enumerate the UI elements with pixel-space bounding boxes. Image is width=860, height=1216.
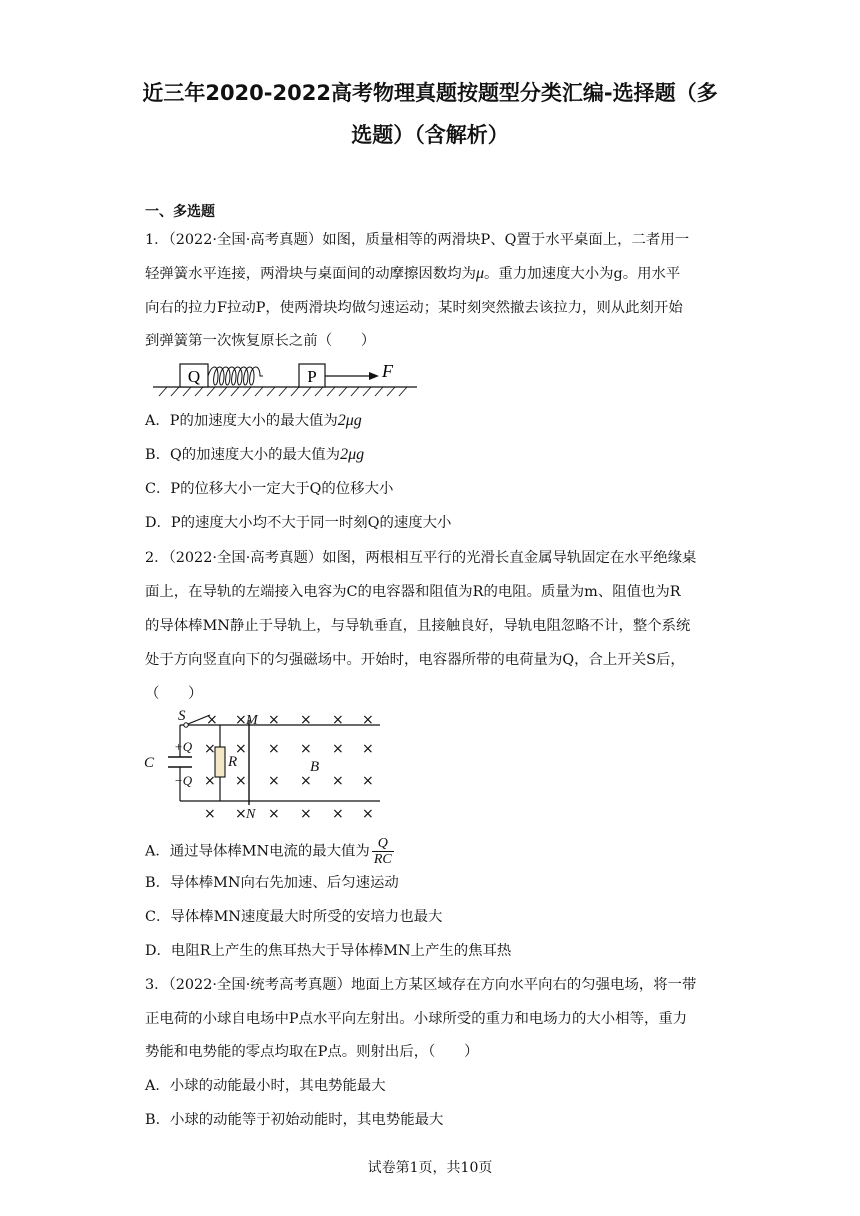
q1-stem-line-3: 向右的拉力F拉动P，使两滑块均做匀速运动；某时刻突然撤去该拉力，则从此刻开始 [145,300,683,316]
svg-text:×: × [204,806,216,822]
document-title-line-1: 近三年2020-2022高考物理真题按题型分类汇编-选择题（多 [142,81,718,105]
svg-text:×: × [235,806,247,822]
q1-option-a: A．P的加速度大小的最大值为2μg [145,412,362,429]
q2-option-c: C．导体棒MN速度最大时所受的安培力也最大 [145,909,443,925]
q3-stem-line-1: 3．（2022·全国·统考高考真题）地面上方某区域存在方向水平向右的匀强电场，将一带 [145,977,697,993]
svg-text:×: × [300,773,312,789]
svg-text:×: × [206,712,218,728]
svg-text:×: × [268,806,280,822]
svg-text:×: × [235,741,247,757]
block-q-label: Q [187,367,201,386]
q3-stem-line-2: 正电荷的小球自电场中P点水平向左射出。小球所受的重力和电场力的大小相等，重力 [145,1011,688,1027]
section-heading: 一、多选题 [145,204,215,220]
q1-stem-line-4: 到弹簧第一次恢复原长之前（ ） [145,333,376,349]
svg-text:×: × [300,806,312,822]
svg-text:×: × [332,712,344,728]
svg-text:×: × [362,712,374,728]
q2-stem-line-2: 面上，在导轨的左端接入电容为C的电容器和阻值为R的电阻。质量为m、阻值也为R [145,584,681,600]
switch-label: S [178,708,186,724]
q1-option-c: C．P的位移大小一定大于Q的位移大小 [145,481,394,497]
svg-text:×: × [268,712,280,728]
svg-text:×: × [268,773,280,789]
capacitor-plus-q: +Q [174,739,193,754]
resistor [215,747,225,777]
svg-text:×: × [362,773,374,789]
svg-text:×: × [332,773,344,789]
q2-stem-line-3: 的导体棒MN静止于导轨上，与导轨垂直，且接触良好，导轨电阻忽略不计，整个系统 [145,618,691,634]
q3-option-a: A．小球的动能最小时，其电势能最大 [145,1078,386,1094]
q2-option-a: A．通过导体棒MN电流的最大值为 $\frac{Q}{RC}$ [145,836,392,867]
spring-coil [208,367,263,385]
mu-symbol: μ [476,265,485,282]
force-label: F [382,361,393,381]
capacitor-label: C [144,755,155,771]
fraction-q-over-rc: $\frac{Q}{RC}$ [373,836,392,867]
block-p-label: P [307,367,317,386]
svg-text:×: × [204,773,216,789]
svg-text:×: × [268,741,280,757]
page-footer: 试卷第1页，共10页 [367,1160,493,1176]
rod-label-m: M [246,713,258,728]
svg-text:×: × [362,741,374,757]
q2-option-d: D．电阻R上产生的焦耳热大于导体棒MN上产生的焦耳热 [145,943,512,959]
field-label-b: B [310,759,320,775]
svg-text:×: × [235,773,247,789]
q3-option-b: B．小球的动能等于初始动能时，其电势能最大 [145,1112,444,1128]
q1-option-b: B．Q的加速度大小的最大值为2μg [145,446,365,463]
capacitor-minus-q: −Q [174,773,193,788]
q2-stem-line-5: （ ） [145,686,203,702]
force-arrow-head [369,372,379,380]
svg-text:×: × [362,806,374,822]
resistor-label: R [228,754,238,770]
svg-text:×: × [204,741,216,757]
svg-text:×: × [300,741,312,757]
svg-text:×: × [332,806,344,822]
q2-stem-line-4: 处于方向竖直向下的匀强磁场中。开始时，电容器所带的电荷量为Q，合上开关S后， [145,652,685,668]
q3-stem-line-3: 势能和电势能的零点均取在P点。则射出后，（ ） [145,1044,479,1060]
svg-text:×: × [235,712,247,728]
svg-text:×: × [332,741,344,757]
q1-stem-line-1: 1．（2022·全国·高考真题）如图，质量相等的两滑块P、Q置于水平桌面上，二者用一 [145,232,690,248]
q1-stem-line-2: 轻弹簧水平连接，两滑块与桌面间的动摩擦因数均为μ。重力加速度大小为g。用水平 [145,265,681,282]
svg-text:×: × [300,712,312,728]
document-title-line-2: 选题）（含解析） [351,123,509,147]
q1-spring-blocks-figure [145,356,425,396]
q2-stem-line-1: 2．（2022·全国·高考真题）如图，两根相互平行的光滑长直金属导轨固定在水平绝缘桌 [145,550,697,566]
q2-circuit-magnetic-field-figure [140,705,390,825]
q2-option-b: B．导体棒MN向右先加速、后匀速运动 [145,875,399,891]
rod-label-n: N [246,807,256,822]
q1-option-d: D．P的速度大小均不大于同一时刻Q的速度大小 [145,515,452,531]
